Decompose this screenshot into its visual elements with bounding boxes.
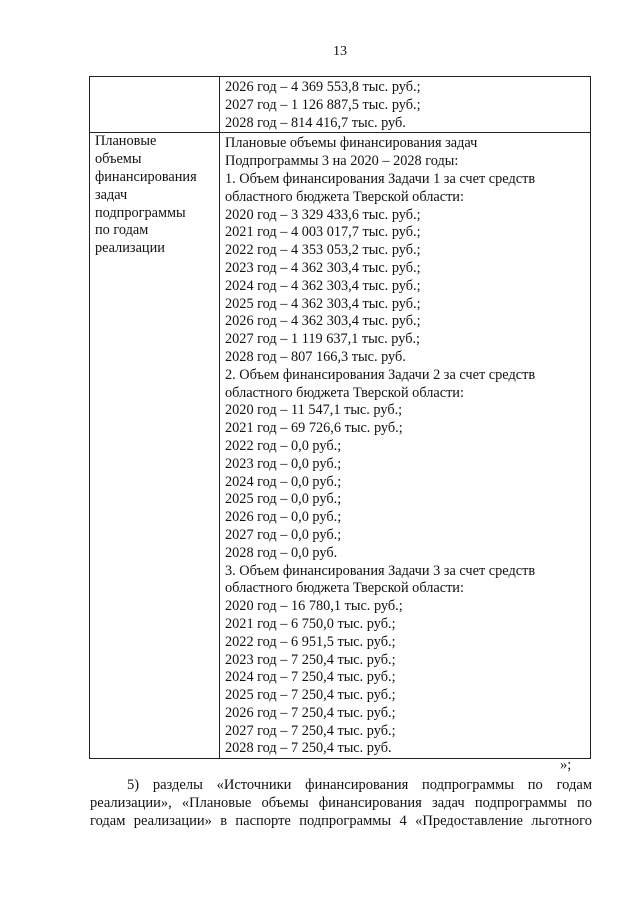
table-content-cell [220, 77, 591, 133]
body-paragraph [90, 776, 592, 830]
content-line: 1. Объем финансирования Задачи 1 за счет средств [225, 170, 536, 187]
label-line: по годам [95, 222, 149, 239]
content-line: 2024 год – 7 250,4 тыс. руб.; [225, 669, 396, 686]
content-line: 2028 год – 807 166,3 тыс. руб. [225, 348, 406, 365]
content-line: 2027 год – 7 250,4 тыс. руб.; [225, 722, 396, 739]
content-line: 2023 год – 7 250,4 тыс. руб.; [225, 651, 396, 668]
content-line: 2026 год – 0,0 руб.; [225, 509, 342, 526]
paragraph-line: 5) разделы «Источники финансирования подпрограммы по годам [127, 777, 592, 793]
content-line: областного бюджета Тверской области: [225, 580, 464, 597]
label-line: подпрограммы [95, 204, 186, 221]
content-line: 2028 год – 7 250,4 тыс. руб. [225, 740, 392, 757]
content-line: 2020 год – 16 780,1 тыс. руб.; [225, 598, 403, 615]
table-label-cell [90, 77, 220, 133]
content-line: 2. Объем финансирования Задачи 2 за счет средств [225, 366, 536, 383]
content-line: 2021 год – 4 003 017,7 тыс. руб.; [225, 224, 421, 241]
closing-quote: »; [560, 757, 572, 773]
label-line: задач [95, 186, 128, 203]
content-line: 2028 год – 0,0 руб. [225, 544, 338, 561]
content-lines [225, 135, 590, 758]
content-line: 2026 год – 4 362 303,4 тыс. руб.; [225, 313, 421, 330]
label-line: объемы [95, 151, 142, 168]
content-line: 2026 год – 4 369 553,8 тыс. руб.; [225, 79, 421, 95]
label-line: Плановые [95, 133, 157, 150]
page-number: 13 [333, 44, 347, 59]
content-line: 2023 год – 4 362 303,4 тыс. руб.; [225, 259, 421, 276]
content-line: 2021 год – 6 750,0 тыс. руб.; [225, 615, 396, 632]
content-line: 2027 год – 1 119 637,1 тыс. руб.; [225, 331, 421, 348]
content-line: 2027 год – 1 126 887,5 тыс. руб.; [225, 96, 421, 113]
content-line: 2024 год – 0,0 руб.; [225, 473, 342, 490]
paragraph-line: реализации», «Плановые объемы финансирования задач подпрограммы по [90, 795, 592, 811]
content-line: 2020 год – 11 547,1 тыс. руб.; [225, 402, 403, 419]
content-line: 2026 год – 7 250,4 тыс. руб.; [225, 704, 396, 721]
passport-table [89, 76, 591, 759]
content-line: областного бюджета Тверской области: [225, 384, 464, 401]
label-line: финансирования [95, 168, 197, 185]
content-line: 2025 год – 4 362 303,4 тыс. руб.; [225, 295, 421, 312]
content-line: 2027 год – 0,0 руб.; [225, 526, 342, 543]
table-row [90, 77, 591, 133]
content-line: 2021 год – 69 726,6 тыс. руб.; [225, 420, 403, 437]
content-line: 2022 год – 0,0 руб.; [225, 437, 342, 454]
content-line: 3. Объем финансирования Задачи 3 за счет средств [225, 562, 536, 579]
content-line: 2023 год – 0,0 руб.; [225, 455, 342, 472]
content-line: 2028 год – 814 416,7 тыс. руб. [225, 114, 406, 131]
content-line: 2020 год – 3 329 433,6 тыс. руб.; [225, 206, 421, 223]
content-line: Плановые объемы финансирования задач [225, 135, 478, 152]
content-line: областного бюджета Тверской области: [225, 188, 464, 205]
content-lines [225, 79, 590, 132]
content-line: 2024 год – 4 362 303,4 тыс. руб.; [225, 277, 421, 294]
label-lines [95, 133, 219, 258]
table-row [90, 133, 591, 759]
label-line: реализации [95, 240, 165, 257]
content-line: 2022 год – 6 951,5 тыс. руб.; [225, 633, 396, 650]
paragraph-line: годам реализации» в паспорте подпрограммы 4 «Предоставление льготного [90, 813, 592, 829]
table-content-cell [220, 133, 591, 759]
content-line: 2022 год – 4 353 053,2 тыс. руб.; [225, 242, 421, 259]
content-line: 2025 год – 0,0 руб.; [225, 491, 342, 508]
content-line: Подпрограммы 3 на 2020 – 2028 годы: [225, 153, 459, 170]
content-line: 2025 год – 7 250,4 тыс. руб.; [225, 687, 396, 704]
table-label-cell [90, 133, 220, 759]
